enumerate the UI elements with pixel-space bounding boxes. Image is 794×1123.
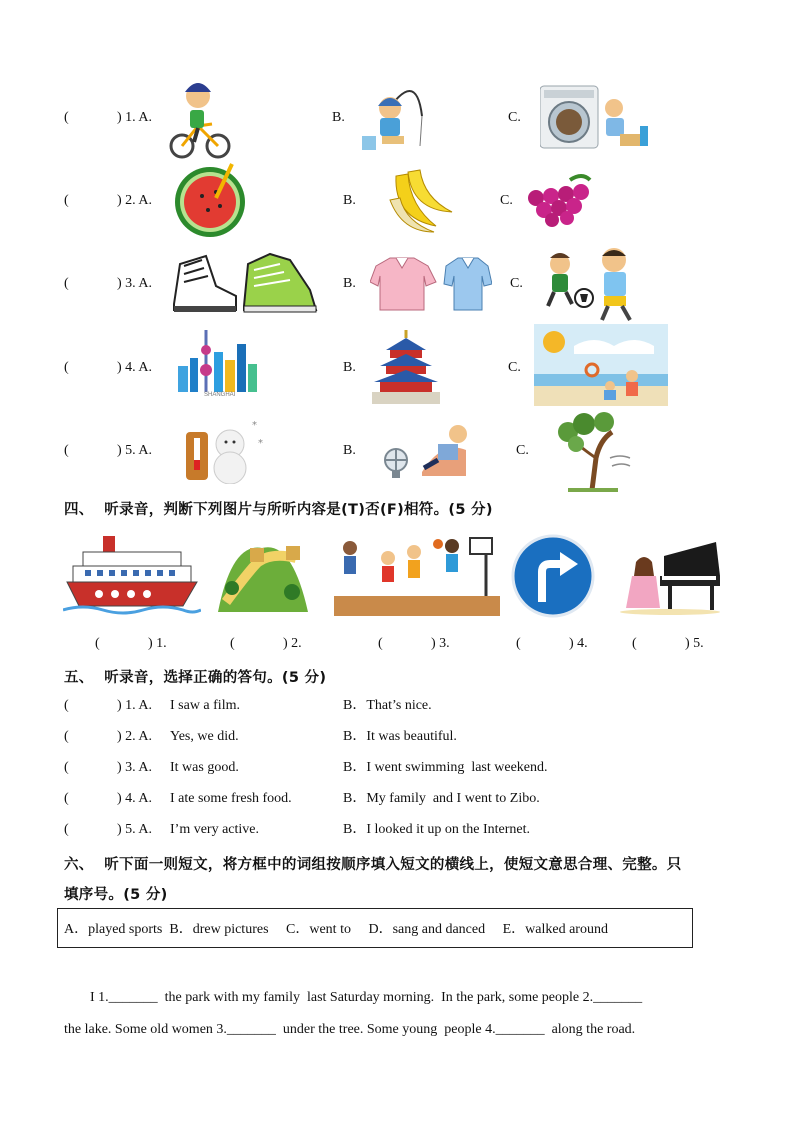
svg-text:*: * — [252, 420, 257, 431]
svg-text:*: * — [258, 438, 263, 449]
picture-number: ) 1. — [148, 636, 167, 651]
question-label: ) 3. A. — [117, 276, 152, 291]
passage-line-1: I 1._______ the park with my family last Saturday morning. In the park, some people 2._______ — [90, 990, 643, 1005]
picture-number: ) 3. — [431, 636, 450, 651]
boy-fishing-icon — [356, 76, 436, 158]
answer-paren-open: ( — [64, 193, 69, 208]
watermelon-icon — [172, 162, 254, 238]
answer-paren-open: ( — [64, 822, 69, 837]
picture-number: ) 2. — [283, 636, 302, 651]
option-b-label: B. — [343, 360, 356, 375]
grapes-icon — [526, 172, 596, 228]
question-label: ) 2. A. — [117, 193, 152, 208]
boys-playing-football-icon — [540, 244, 644, 322]
option-b-text: B．That’s nice. — [343, 698, 432, 713]
section6-heading: 六、 听下面一则短文，将方框中的词组按顺序填入短文的横线上，使短文意思合理、完整。只 — [64, 857, 682, 873]
option-a-text: Yes, we did. — [170, 729, 239, 744]
girl-playing-piano-icon — [620, 536, 724, 616]
option-a-text: I saw a film. — [170, 698, 240, 713]
question-label: ) 4. A. — [117, 791, 152, 806]
skyline-caption: SHANGHAI — [204, 392, 236, 398]
answer-paren-open: ( — [95, 636, 100, 651]
option-b-text: B．It was beautiful. — [343, 729, 457, 744]
section5-heading: 五、 听录音，选择正确的答句。(5 分) — [64, 670, 327, 686]
answer-paren-open: ( — [64, 276, 69, 291]
option-b-text: B．I looked it up on the Internet. — [343, 822, 531, 837]
beach-scene-icon — [534, 324, 668, 406]
boy-riding-bicycle-icon — [168, 74, 232, 160]
shanghai-skyline — [176, 330, 258, 404]
option-b-text: B．I went swimming last weekend. — [343, 760, 548, 775]
hot-person-with-fan-icon — [382, 420, 474, 480]
answer-paren-open: ( — [64, 443, 69, 458]
windy-tree-icon — [548, 410, 632, 492]
turn-right-sign-icon — [510, 534, 596, 618]
option-c-label: C. — [510, 276, 523, 291]
cold-thermometer-snowman-icon — [182, 418, 266, 484]
section4-heading: 四、 听录音，判断下列图片与所听内容是(T)否(F)相符。(5 分) — [64, 502, 493, 518]
answer-paren-open: ( — [632, 636, 637, 651]
children-playing-sports-icon — [334, 532, 500, 616]
picture-number: ) 5. — [685, 636, 704, 651]
question-label: ) 1. A. — [117, 698, 152, 713]
bananas-icon — [386, 166, 458, 236]
section6-heading-cont: 填序号。(5 分) — [64, 887, 168, 903]
option-b-text: B．My family and I went to Zibo. — [343, 791, 540, 806]
answer-paren-open: ( — [230, 636, 235, 651]
cruise-ship-icon — [63, 530, 201, 616]
boy-washing-clothes-icon — [540, 82, 656, 152]
question-label: ) 1. A. — [117, 110, 152, 125]
answer-paren-open: ( — [64, 698, 69, 713]
shanghai-skyline-icon — [176, 330, 258, 394]
answer-paren-open: ( — [378, 636, 383, 651]
option-c-label: C. — [500, 193, 513, 208]
answer-paren-open: ( — [516, 636, 521, 651]
sneakers-icon — [170, 250, 320, 318]
question-label: ) 3. A. — [117, 760, 152, 775]
answer-paren-open: ( — [64, 760, 69, 775]
picture-number: ) 4. — [569, 636, 588, 651]
option-a-text: It was good. — [170, 760, 239, 775]
option-a-text: I ate some fresh food. — [170, 791, 292, 806]
question-label: ) 4. A. — [117, 360, 152, 375]
option-b-label: B. — [343, 276, 356, 291]
option-b-label: B. — [343, 443, 356, 458]
great-wall-icon — [212, 532, 312, 616]
option-c-label: C. — [508, 110, 521, 125]
question-label: ) 2. A. — [117, 729, 152, 744]
option-c-label: C. — [516, 443, 529, 458]
passage-line-2: the lake. Some old women 3._______ under the tree. Some young people 4._______ along the road. — [64, 1022, 636, 1037]
question-label: ) 5. A. — [117, 822, 152, 837]
answer-paren-open: ( — [64, 360, 69, 375]
shirts-icon — [370, 254, 492, 312]
word-options-box — [57, 908, 693, 948]
word-options: A．played sports B．drew pictures C．went to D．sang and danced E．walked around — [64, 922, 608, 937]
answer-paren-open: ( — [64, 110, 69, 125]
option-a-text: I’m very active. — [170, 822, 260, 837]
answer-paren-open: ( — [64, 791, 69, 806]
option-b-label: B. — [332, 110, 345, 125]
answer-paren-open: ( — [64, 729, 69, 744]
option-b-label: B. — [343, 193, 356, 208]
option-c-label: C. — [508, 360, 521, 375]
temple-of-heaven-icon — [372, 330, 440, 406]
question-label: ) 5. A. — [117, 443, 152, 458]
